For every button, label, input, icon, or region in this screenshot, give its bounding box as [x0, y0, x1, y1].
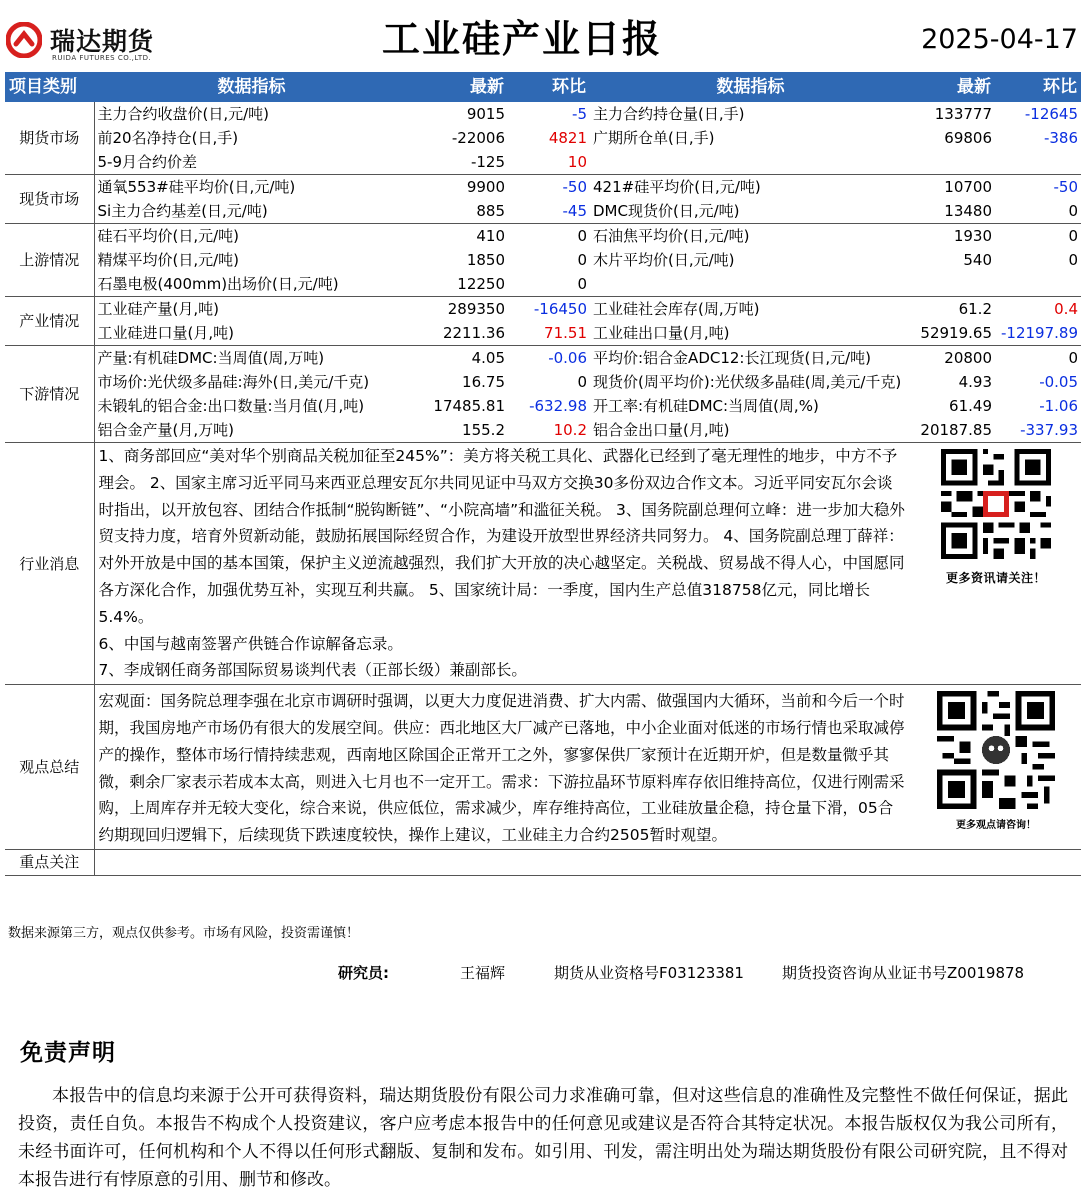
qr-code-icon: [941, 449, 1051, 559]
category-upstream: 上游情况: [5, 224, 94, 297]
table-header-row: [5, 72, 1081, 102]
change-value: -337.93: [995, 418, 1081, 443]
indicator-name: 平均价:铝合金ADC12:长江现货(日,元/吨): [593, 349, 872, 367]
indicator-name: 现货价(周平均价):光伏级多晶硅(周,美元/千克): [593, 372, 902, 391]
latest-value: -125: [409, 150, 508, 175]
category-downstream: 下游情况: [5, 346, 94, 443]
change-value: -386: [1043, 129, 1078, 147]
indicator-name: 通氧553#硅平均价(日,元/吨): [97, 178, 296, 196]
indicator-name: 前20名净持仓(日,手): [97, 129, 239, 147]
latest-value: 1930: [953, 227, 992, 245]
category-news: 行业消息: [5, 443, 94, 685]
change-value: 0: [1068, 251, 1078, 269]
table-row: [5, 394, 1081, 418]
change-value: 10.2: [508, 418, 590, 443]
latest-value: 4.05: [471, 349, 505, 367]
table-row: [5, 321, 1081, 346]
news-line-7: 7、李成钢任商务部国际贸易谈判代表（正部长级）兼副部长。: [98, 661, 527, 680]
category-futures: 期货市场: [5, 102, 94, 175]
header-change-2: 环比: [995, 72, 1081, 102]
latest-value: 12250: [409, 272, 508, 297]
data-source-footnote: 数据来源第三方，观点仅供参考。市场有风险，投资需谨慎！: [8, 926, 360, 941]
header-indicator: 数据指标: [94, 72, 409, 102]
news-qr-cell: [911, 443, 1081, 685]
company-logo: [6, 20, 206, 64]
change-value: -0.05: [1039, 373, 1078, 391]
latest-value: 69806: [944, 129, 992, 147]
indicator-name: 未锻轧的铝合金:出口数量:当月值(月,吨): [97, 397, 365, 415]
view-text: 宏观面：国务院总理李强在北京市调研时强调，以更大力度促进消费、扩大内需、做强国内大循环，当前和今后一个时期，我国房地产市场仍有很大的发展空间。供应：西北地区大厂减产已落地，中小企业面对低迷的市场行情也采取减停产的操作，整体市场行情持续悲观，西南地区除国企正常开工之外，寥寥保供厂家预计在近期开炉，但是数量微乎其微，剩余厂家表示若成本太高，则进入七月也不一定开工。需求：下游拉晶环节原料库存依旧维持高位，仅进行刚需采购，上周库存并无较大变化，综合来说，供应低位，需求减少，库存维持高位，工业硅放量企稳，持仓量下滑，05合约期现回归逻辑下，后续现货下跌速度较快，操作上建议，工业硅主力合约2505暂时观望。: [94, 685, 911, 850]
news-row: [5, 443, 1081, 685]
change-value: 0: [577, 373, 587, 391]
indicator-name: 421#硅平均价(日,元/吨): [593, 178, 761, 196]
indicator-name: 5-9月合约价差: [94, 150, 409, 175]
table-row: [5, 199, 1081, 224]
change-value: -632.98: [529, 397, 587, 415]
focus-row: [5, 849, 1081, 875]
change-value: -1.06: [1039, 397, 1078, 415]
indicator-name: 工业硅出口量(月,吨): [590, 321, 911, 346]
indicator-name: Si主力合约基差(日,元/吨): [94, 199, 409, 224]
change-value: -50: [562, 178, 587, 196]
category-spot: 现货市场: [5, 175, 94, 224]
change-value: 0: [1068, 227, 1078, 245]
view-qr-cell: [911, 685, 1081, 850]
latest-value: 20187.85: [911, 418, 995, 443]
latest-value: 52919.65: [911, 321, 995, 346]
indicator-name: 主力合约持仓量(日,手): [593, 105, 745, 123]
indicator-name: 开工率:有机硅DMC:当周值(周,%): [593, 397, 819, 415]
indicator-name: 铝合金产量(月,万吨): [94, 418, 409, 443]
change-value: -45: [508, 199, 590, 224]
latest-value: 155.2: [409, 418, 508, 443]
news-paragraph: 1、商务部回应“美对华个别商品关税加征至245%”：美方将关税工具化、武器化已经到了毫无理性的地步，中方不予理会。 2、国家主席习近平同马来西亚总理安瓦尔共同见证中马双方交换30多份双边合作文本。习近平同安瓦尔会谈时指出，以开放包容、团结合作抵制“脱钩断链”、“小院高墙”和滥征关税。 3、国务院副总理何立峰：进一步加大稳外贸支持力度，培育外贸新动能，鼓励拓展国际经贸合作，为建设开放型世界经济共同努力。 4、国务院副总理丁薛祥：对外开放是中国的基本国策，保护主义逆流越强烈，我们扩大开放的决心越坚定。关税战、贸易战不得人心，中国愿同各方深化合作，加强优势互补，实现互利共赢。 5、国家统计局：一季度，国内生产总值318758亿元，同比增长5.4%。: [98, 447, 905, 626]
disclaimer-title: 免责声明: [20, 1040, 116, 1066]
table-row: [5, 224, 1081, 249]
change-value: -16450: [533, 300, 587, 318]
ruida-logo-icon: [6, 22, 42, 58]
change-value: 0: [577, 251, 587, 269]
focus-text: [94, 849, 1081, 875]
category-focus: 重点关注: [5, 849, 94, 875]
futures-license: 期货从业资格号F03123381: [554, 964, 744, 982]
header-change: 环比: [508, 72, 590, 102]
report-title: 工业硅产业日报: [382, 17, 663, 61]
change-value: 71.51: [508, 321, 590, 346]
latest-value: 16.75: [462, 373, 505, 391]
indicator-name: 硅石平均价(日,元/吨): [97, 227, 240, 245]
indicator-name: DMC现货价(日,元/吨): [590, 199, 911, 224]
analyst-label: 研究员:: [338, 964, 389, 982]
change-value: 0: [508, 272, 590, 297]
indicator-name: [590, 272, 911, 297]
table-row: [5, 370, 1081, 394]
latest-value: 2211.36: [409, 321, 508, 346]
data-table: [5, 72, 1081, 876]
latest-value: 61.2: [958, 300, 992, 318]
latest-value: -22006: [451, 129, 505, 147]
change-value: 0: [995, 199, 1081, 224]
table-row: [5, 346, 1081, 371]
latest-value: 4.93: [958, 373, 992, 391]
latest-value: 885: [409, 199, 508, 224]
latest-value: 10700: [944, 178, 992, 196]
change-value: 0: [577, 227, 587, 245]
indicator-name: 石油焦平均价(日,元/吨): [593, 227, 750, 245]
news-qr-caption: 更多资讯请关注！: [945, 571, 1046, 585]
table-row: [5, 102, 1081, 126]
change-value: 0: [1068, 349, 1078, 367]
change-value: 10: [508, 150, 590, 175]
logo-subtitle: RUIDA FUTURES CO.,LTD.: [52, 54, 152, 62]
change-value: -0.06: [548, 349, 587, 367]
logo-name: 瑞达期货: [50, 27, 155, 56]
indicator-name: 石墨电极(400mm)出场价(日,元/吨): [94, 272, 409, 297]
change-value: [995, 150, 1081, 175]
header-latest-2: 最新: [911, 72, 995, 102]
latest-value: 9015: [466, 105, 505, 123]
change-value: -5: [572, 105, 587, 123]
indicator-name: 铝合金出口量(月,吨): [590, 418, 911, 443]
change-value: -12645: [1024, 105, 1078, 123]
indicator-name: 市场价:光伏级多晶硅:海外(日,美元/千克): [97, 373, 370, 391]
report-date: 2025-04-17: [921, 24, 1078, 55]
table-row: [5, 297, 1081, 322]
latest-value: 133777: [934, 105, 992, 123]
latest-value: 17485.81: [433, 397, 505, 415]
change-value: [995, 272, 1081, 297]
latest-value: 13480: [911, 199, 995, 224]
latest-value: [911, 272, 995, 297]
header-category: 项目类别: [5, 72, 94, 102]
indicator-name: 产量:有机硅DMC:当周值(周,万吨): [97, 349, 325, 367]
header-latest: 最新: [409, 72, 508, 102]
table-row: [5, 175, 1081, 200]
change-value: 4821: [548, 129, 587, 147]
latest-value: 1850: [466, 251, 505, 269]
change-value: -12197.89: [995, 321, 1081, 346]
latest-value: 410: [476, 227, 505, 245]
indicator-name: 广期所仓单(日,手): [593, 129, 715, 147]
indicator-name: 精煤平均价(日,元/吨): [97, 251, 240, 269]
indicator-name: 工业硅进口量(月,吨): [94, 321, 409, 346]
table-row: [5, 150, 1081, 175]
indicator-name: [590, 150, 911, 175]
latest-value: [911, 150, 995, 175]
disclaimer-text: 本报告中的信息均来源于公开可获得资料，瑞达期货股份有限公司力求准确可靠，但对这些信息的准确性及完整性不做任何保证，据此投资，责任自负。本报告不构成个人投资建议，客户应考虑本报告中的任何意见或建议是否符合其特定状况。本报告版权仅为我公司所有，未经书面许可，任何机构和个人不得以任何形式翻版、复制和发布。如引用、刊发，需注明出处为瑞达期货股份有限公司研究院，且不得对本报告进行有悖原意的引用、删节和修改。: [18, 1086, 1068, 1190]
consulting-license: 期货投资咨询从业证书号Z0019878: [782, 964, 1025, 982]
change-value: -50: [1053, 178, 1078, 196]
table-row: [5, 248, 1081, 272]
header-indicator-2: 数据指标: [590, 72, 911, 102]
latest-value: 61.49: [949, 397, 992, 415]
latest-value: 540: [963, 251, 992, 269]
table-row: [5, 272, 1081, 297]
category-industry: 产业情况: [5, 297, 94, 346]
view-row: [5, 685, 1081, 850]
latest-value: 9900: [466, 178, 505, 196]
indicator-name: 工业硅产量(月,吨): [97, 300, 219, 318]
latest-value: 289350: [447, 300, 505, 318]
indicator-name: 主力合约收盘价(日,元/吨): [97, 105, 270, 123]
news-text: [94, 443, 911, 685]
change-value: 0.4: [1054, 300, 1078, 318]
category-view: 观点总结: [5, 685, 94, 850]
latest-value: 20800: [944, 349, 992, 367]
analyst-name: 王福辉: [460, 964, 506, 982]
indicator-name: 工业硅社会库存(周,万吨): [593, 300, 760, 318]
indicator-name: 木片平均价(日,元/吨): [593, 251, 735, 269]
news-line-6: 6、中国与越南签署产供链合作谅解备忘录。: [98, 634, 403, 653]
view-qr-caption: 更多观点请咨询！: [956, 820, 1036, 832]
table-row: [5, 126, 1081, 150]
wechat-qr-code-icon: [937, 691, 1055, 809]
table-row: [5, 418, 1081, 443]
